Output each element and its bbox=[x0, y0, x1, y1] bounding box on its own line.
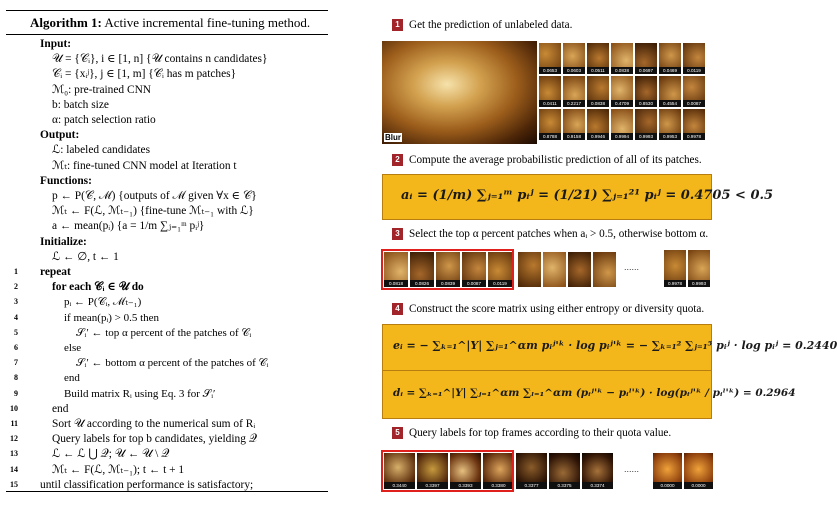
image-patch bbox=[658, 108, 682, 141]
blur-label: Blur bbox=[385, 133, 401, 142]
bottom-frame bbox=[652, 452, 683, 490]
algorithm-line: ℳₜ ← F(ℒ, ℳₜ₋₁) {fine-tune ℳₜ₋₁ with ℒ} bbox=[52, 205, 254, 218]
diversity-formula: dᵢ = ∑ₖ₌₁^|Y| ∑ⱼ₌₁^αm ∑ₗ₌₁^αm (pᵢʲ'ᵏ − pᵢˡ'ᵏ) · log(pᵢʲ'ᵏ / pᵢˡ'ᵏ) = 0.2964 bbox=[393, 387, 796, 399]
algorithm-line: ℒ: labeled candidates bbox=[52, 144, 151, 157]
image-patch bbox=[586, 42, 610, 75]
algorithm-line: repeat bbox=[40, 266, 71, 278]
score-label: 0.0697 bbox=[635, 67, 657, 74]
queried-frames-highlight bbox=[381, 450, 514, 492]
algorithm-line: 𝒰 = {𝒞ᵢ}, i ∈ [1, n] {𝒰 contains n candidates} bbox=[52, 53, 268, 66]
top-patch bbox=[663, 249, 687, 288]
score-label: 0.0838 bbox=[611, 67, 633, 74]
selected-patches-highlight bbox=[381, 249, 514, 290]
algorithm-line: else bbox=[64, 342, 82, 354]
bottom-frame bbox=[683, 452, 714, 490]
score-label: 0.3374 bbox=[582, 482, 613, 489]
image-patch bbox=[658, 42, 682, 75]
ellipsis: ...... bbox=[624, 262, 640, 272]
image-patch bbox=[634, 108, 658, 141]
algorithm-line: α: patch selection ratio bbox=[52, 114, 156, 126]
video-frame bbox=[581, 452, 614, 490]
score-label: 0.3440 bbox=[384, 482, 415, 489]
image-patch bbox=[634, 42, 658, 75]
line-number: 10 bbox=[10, 403, 18, 413]
algorithm-line: Input: bbox=[40, 38, 72, 50]
step-1-badge: 1 bbox=[392, 19, 403, 31]
score-label: 0.4554 bbox=[659, 100, 681, 107]
image-patch bbox=[658, 75, 682, 108]
algorithm-line: 𝒮ᵢ′ ← top α percent of the patches of 𝒞ᵢ bbox=[76, 326, 252, 339]
line-number: 8 bbox=[14, 373, 18, 383]
score-label: 0.0511 bbox=[587, 67, 609, 74]
line-number: 2 bbox=[14, 282, 18, 292]
image-patch bbox=[682, 75, 706, 108]
line-number: 6 bbox=[14, 343, 18, 352]
algorithm-line: ℒ ← ℒ ⋃ 𝒬; 𝒰 ← 𝒰 \ 𝒬 bbox=[52, 448, 170, 461]
line-number: 4 bbox=[14, 312, 18, 322]
line-number: 5 bbox=[14, 327, 18, 337]
algorithm-line: Build matrix Rᵢ using Eq. 3 for 𝒮ᵢ′ bbox=[64, 387, 216, 400]
score-label: 0.9994 bbox=[611, 133, 633, 140]
ellipsis: ...... bbox=[624, 464, 640, 474]
image-patch bbox=[610, 42, 634, 75]
algorithm-line: 𝒮ᵢ′ ← bottom α percent of the patches of 𝒞ᵢ bbox=[76, 357, 269, 370]
algorithm-line: end bbox=[52, 402, 69, 415]
score-label: 0.0653 bbox=[539, 67, 561, 74]
video-frame bbox=[548, 452, 581, 490]
line-number: 9 bbox=[14, 388, 18, 398]
step-5-badge: 5 bbox=[392, 427, 403, 439]
unselected-patch bbox=[517, 251, 542, 288]
algorithm-line: Functions: bbox=[40, 174, 92, 187]
score-label: 0.8530 bbox=[635, 100, 657, 107]
algorithm-line: Sort 𝒰 according to the numerical sum of Rᵢ bbox=[52, 418, 256, 430]
image-patch bbox=[682, 108, 706, 141]
score-label: 0.4709 bbox=[611, 100, 633, 107]
unselected-patch bbox=[592, 251, 617, 288]
top-patch bbox=[687, 249, 711, 288]
image-patch bbox=[586, 108, 610, 141]
algorithm-box bbox=[6, 10, 328, 494]
score-label: 0.0411 bbox=[539, 100, 561, 107]
score-label: 0.0818 bbox=[384, 280, 408, 287]
score-label: 0.3397 bbox=[417, 482, 448, 489]
score-label: 0.0603 bbox=[563, 67, 585, 74]
line-number: 1 bbox=[14, 267, 18, 276]
image-patch bbox=[538, 42, 562, 75]
score-label: 0.3375 bbox=[549, 482, 580, 489]
algorithm-line: ℒ ← ∅, t ← 1 bbox=[52, 250, 119, 263]
line-number: 12 bbox=[10, 434, 18, 444]
algorithm-line: if mean(pᵢ) > 0.5 then bbox=[64, 311, 160, 324]
image-patch bbox=[610, 75, 634, 108]
line-number: 15 bbox=[10, 479, 18, 489]
algorithm-line: until classification performance is satisfactory; bbox=[40, 478, 254, 491]
score-label: 0.0838 bbox=[587, 100, 609, 107]
score-label: 0.0826 bbox=[410, 280, 434, 287]
image-patch bbox=[682, 42, 706, 75]
image-patch bbox=[610, 108, 634, 141]
score-label: 0.9946 bbox=[587, 133, 609, 140]
score-label: 0.0469 bbox=[659, 67, 681, 74]
algorithm-line: Query labels for top b candidates, yielding 𝒬 bbox=[52, 433, 257, 446]
step-3-text: Select the top α percent patches when aᵢ > 0.5, otherwise bottom α. bbox=[409, 228, 709, 240]
line-number: 7 bbox=[14, 358, 18, 368]
bottom-rule bbox=[6, 491, 328, 492]
algorithm-line: 𝒞ᵢ = {xᵢʲ}, j ∈ [1, m] {𝒞ᵢ has m patches} bbox=[52, 68, 237, 81]
endoscopy-frame bbox=[382, 41, 537, 144]
score-label: 0.9953 bbox=[659, 133, 681, 140]
score-label: 0.9978 bbox=[664, 280, 686, 287]
score-label: 0.9158 bbox=[563, 133, 585, 140]
algorithm-line: pᵢ ← P(𝒞ᵢ, ℳₜ₋₁) bbox=[64, 296, 142, 309]
score-label: 0.9993 bbox=[688, 280, 710, 287]
step-4-badge: 4 bbox=[392, 303, 403, 315]
entropy-formula: eᵢ = − ∑ₖ₌₁^|Y| ∑ⱼ₌₁^αm pᵢʲ'ᵏ · log pᵢʲ'ᵏ = − ∑ₖ₌₁² ∑ⱼ₌₁⁵ pᵢʲ · log pᵢʲ = 0.2440 bbox=[393, 339, 837, 352]
algorithm-title-number: Algorithm 1: bbox=[30, 15, 102, 30]
top-rule bbox=[6, 10, 328, 11]
score-label: 0.9993 bbox=[635, 133, 657, 140]
algorithm-line: Initialize: bbox=[40, 235, 87, 248]
algorithm-line: p ← P(𝒞, ℳ) {outputs of ℳ given ∀x ∈ 𝒞} bbox=[52, 190, 257, 202]
algorithm-line: ℳₜ: fine-tuned CNN model at Iteration t bbox=[52, 159, 237, 172]
algorithm-line: Output: bbox=[40, 129, 80, 142]
step-5-text: Query labels for top frames according to their quota value. bbox=[409, 427, 672, 439]
algorithm-line: b: batch size bbox=[52, 98, 109, 111]
algorithm-line: ℳₜ ← F(ℒ, ℳₜ₋₁); t ← t + 1 bbox=[52, 463, 185, 476]
step-2-badge: 2 bbox=[392, 154, 403, 166]
line-number: 3 bbox=[14, 297, 18, 307]
average-formula: aᵢ = (1/m) ∑ⱼ₌₁ᵐ pᵢʲ = (1/21) ∑ⱼ₌₁²¹ pᵢʲ = 0.4705 < 0.5 bbox=[401, 188, 774, 203]
score-label: 0.8788 bbox=[539, 133, 561, 140]
algorithm-line: for each 𝒞ᵢ ∈ 𝒰 do bbox=[52, 281, 144, 294]
score-label: 0.0119 bbox=[488, 280, 512, 287]
step-4-text: Construct the score matrix using either entropy or diversity quota. bbox=[409, 303, 705, 315]
image-patch bbox=[538, 75, 562, 108]
image-patch bbox=[562, 42, 586, 75]
score-label: 0.0000 bbox=[653, 482, 682, 489]
score-label: 0.3377 bbox=[516, 482, 547, 489]
image-patch bbox=[586, 75, 610, 108]
algorithm-line: end bbox=[64, 372, 80, 385]
score-label: 0.0119 bbox=[683, 67, 705, 74]
algorithm-title-text: Active incremental fine-tuning method. bbox=[101, 15, 311, 30]
image-patch bbox=[634, 75, 658, 108]
score-label: 0.0839 bbox=[436, 280, 460, 287]
video-frame bbox=[515, 452, 548, 490]
score-label: 0.0000 bbox=[684, 482, 713, 489]
image-patch bbox=[562, 75, 586, 108]
title-rule bbox=[6, 34, 328, 35]
score-label: 0.0087 bbox=[462, 280, 486, 287]
step-1-text: Get the prediction of unlabeled data. bbox=[409, 19, 573, 31]
score-label: 0.0087 bbox=[683, 100, 705, 107]
formula-divider bbox=[383, 370, 711, 371]
line-number: 11 bbox=[10, 419, 18, 428]
score-label: 0.2217 bbox=[563, 100, 585, 107]
unselected-patch bbox=[542, 251, 567, 288]
score-label: 0.9978 bbox=[683, 133, 705, 140]
step-2-text: Compute the average probabilistic prediction of all of its patches. bbox=[409, 154, 702, 166]
average-formula-box bbox=[382, 174, 774, 220]
step-3-badge: 3 bbox=[392, 228, 403, 240]
algorithm-title bbox=[30, 15, 310, 31]
image-patch bbox=[538, 108, 562, 141]
line-number: 14 bbox=[10, 464, 18, 474]
image-patch bbox=[562, 108, 586, 141]
score-label: 0.3380 bbox=[483, 482, 514, 489]
line-number: 13 bbox=[10, 449, 18, 459]
score-formula-box bbox=[382, 324, 837, 419]
unselected-patch bbox=[567, 251, 592, 288]
algorithm-line: ℳ₀: pre-trained CNN bbox=[52, 83, 152, 96]
algorithm-line: a ← mean(pᵢ) {a = 1/m ∑ⱼ₌₁ᵐ pᵢʲ} bbox=[52, 220, 205, 233]
score-label: 0.3393 bbox=[450, 482, 481, 489]
